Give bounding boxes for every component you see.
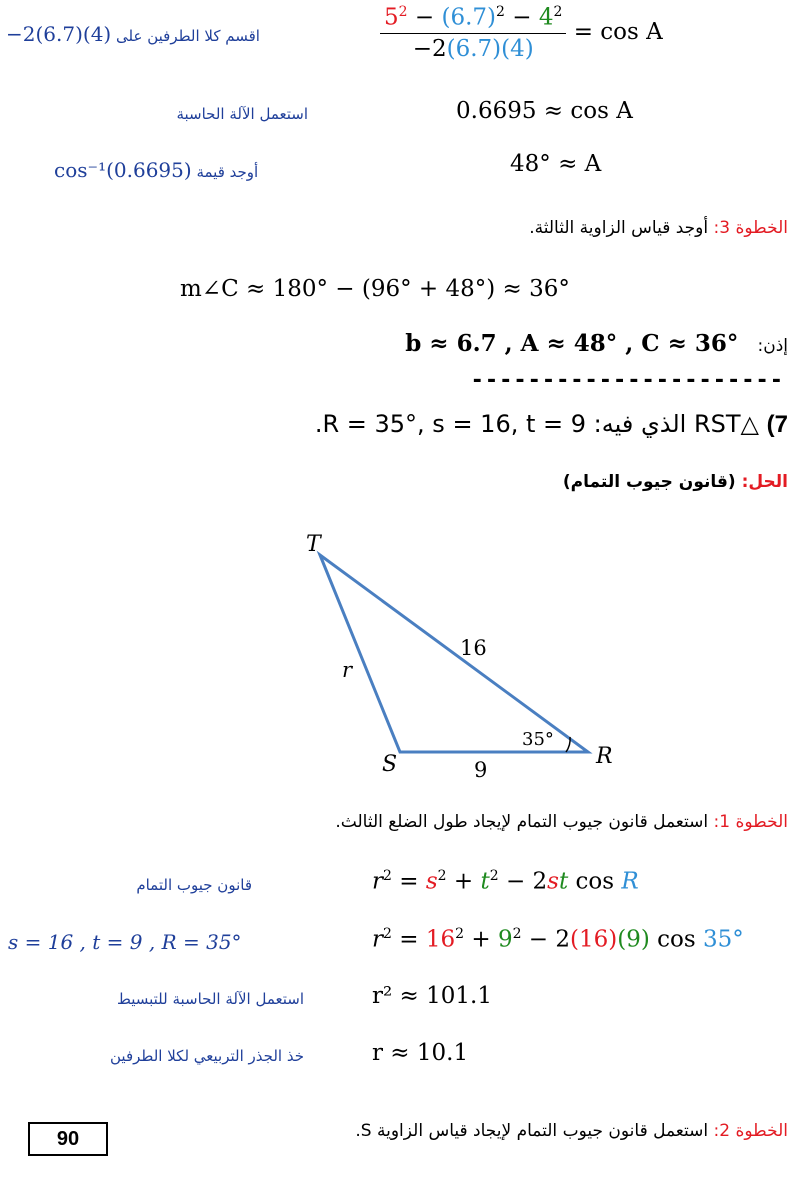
step3-label: الخطوة 3: [713,218,788,238]
note-calc: استعمل الآلة الحاسبة [176,105,308,123]
p7-step1-text: استعمل قانون جيوب التمام لإيجاد طول الضلع الثالث. [335,812,709,832]
p7-step2-label: الخطوة 2: [713,1121,788,1141]
solution-heading [563,472,788,492]
vertex-s: S [382,752,398,777]
vertex-r: R [596,744,613,769]
eq-sub-35: 35° [703,926,744,953]
problem7-number: 7) [766,411,788,438]
solution-method: (قانون جيوب التمام) [562,472,736,492]
note-find-expr: cos⁻¹(0.6695) [54,158,192,182]
triangle-diagram [290,515,630,780]
den-a: −2 [412,35,447,62]
separator: ---------------------- [470,368,784,393]
note-divide-text: اقسم كلا الطرفين على [116,27,260,45]
note-divide [6,22,260,46]
side-sr-label: 9 [474,758,488,780]
eq-sub-9: 9 [497,926,513,953]
eq-sub: $r^2 = 16^2 + 9^2 - 2(16)(9)$ cos 35° [372,926,744,953]
angle-r-arc [566,737,570,752]
therefore-label: إذن: [757,336,788,356]
step3-heading [529,218,788,238]
problem7-statement [315,410,788,439]
eq-sub-9b: (9) [617,926,650,953]
eq-sub-16b: (16) [570,926,618,953]
eq-law: $r^2 = s^2 + t^2 - 2st$ cos R [372,868,639,895]
num-5: 5 [384,4,399,31]
eq-sqrt: r ≈ 10.1 [372,1040,469,1066]
p7-step1-heading [335,812,788,832]
p7-step2-heading [355,1121,788,1141]
num-67: (6.7) [441,4,496,31]
eq-calc: 0.6695 ≈ cos A [456,98,633,124]
fraction: $\frac{5^2 - (6.7)^2 - 4^2}{-2(6.7)(4)}$ [380,4,566,62]
eq-simplify: r² ≈ 101.1 [372,983,492,1009]
p7-step1-label: الخطوة 1: [713,812,788,832]
rhs-cos: = cos A [573,18,663,45]
eq-sub-16: 16 [425,926,456,953]
p7-step2-text: استعمل قانون جيوب التمام لإيجاد قياس الزاوية S. [355,1121,709,1141]
note-divide-expr: −2(6.7)(4) [6,22,112,46]
note-simplify: استعمل الآلة الحاسبة للتبسيط [116,990,304,1008]
note-find-text: أوجد قيمة [196,163,259,181]
side-ts-label: r [342,658,353,682]
problem7-text: △RST الذي فيه: R = 35°, s = 16, t = 9. [314,410,759,438]
note-sqrt: خذ الجذر التربيعي لكلا الطرفين [110,1047,304,1065]
solution-label: الحل: [741,472,788,492]
note-law: قانون جيوب التمام [136,876,252,894]
step3-text: أوجد قياس الزاوية الثالثة. [529,218,709,238]
num-4: 4 [538,4,554,31]
page-number: 90 [28,1122,108,1156]
note-sub: s = 16 , t = 9 , R = 35° [8,930,242,954]
fraction-equation [380,4,663,62]
vertex-t: T [306,532,321,557]
step3-equation: m∠C ≈ 180° − (96° + 48°) ≈ 36° [180,276,570,302]
den-b: (6.7)(4) [446,35,534,62]
angle-r-label: 35° [522,729,554,750]
triangle-rst [320,555,588,752]
therefore-expr: b ≈ 6.7 , A ≈ 48° , C ≈ 36° [405,330,739,357]
side-tr-label: 16 [460,636,487,660]
eq-angle: 48° ≈ A [510,151,602,177]
note-find [54,158,258,182]
therefore-line [405,330,788,357]
